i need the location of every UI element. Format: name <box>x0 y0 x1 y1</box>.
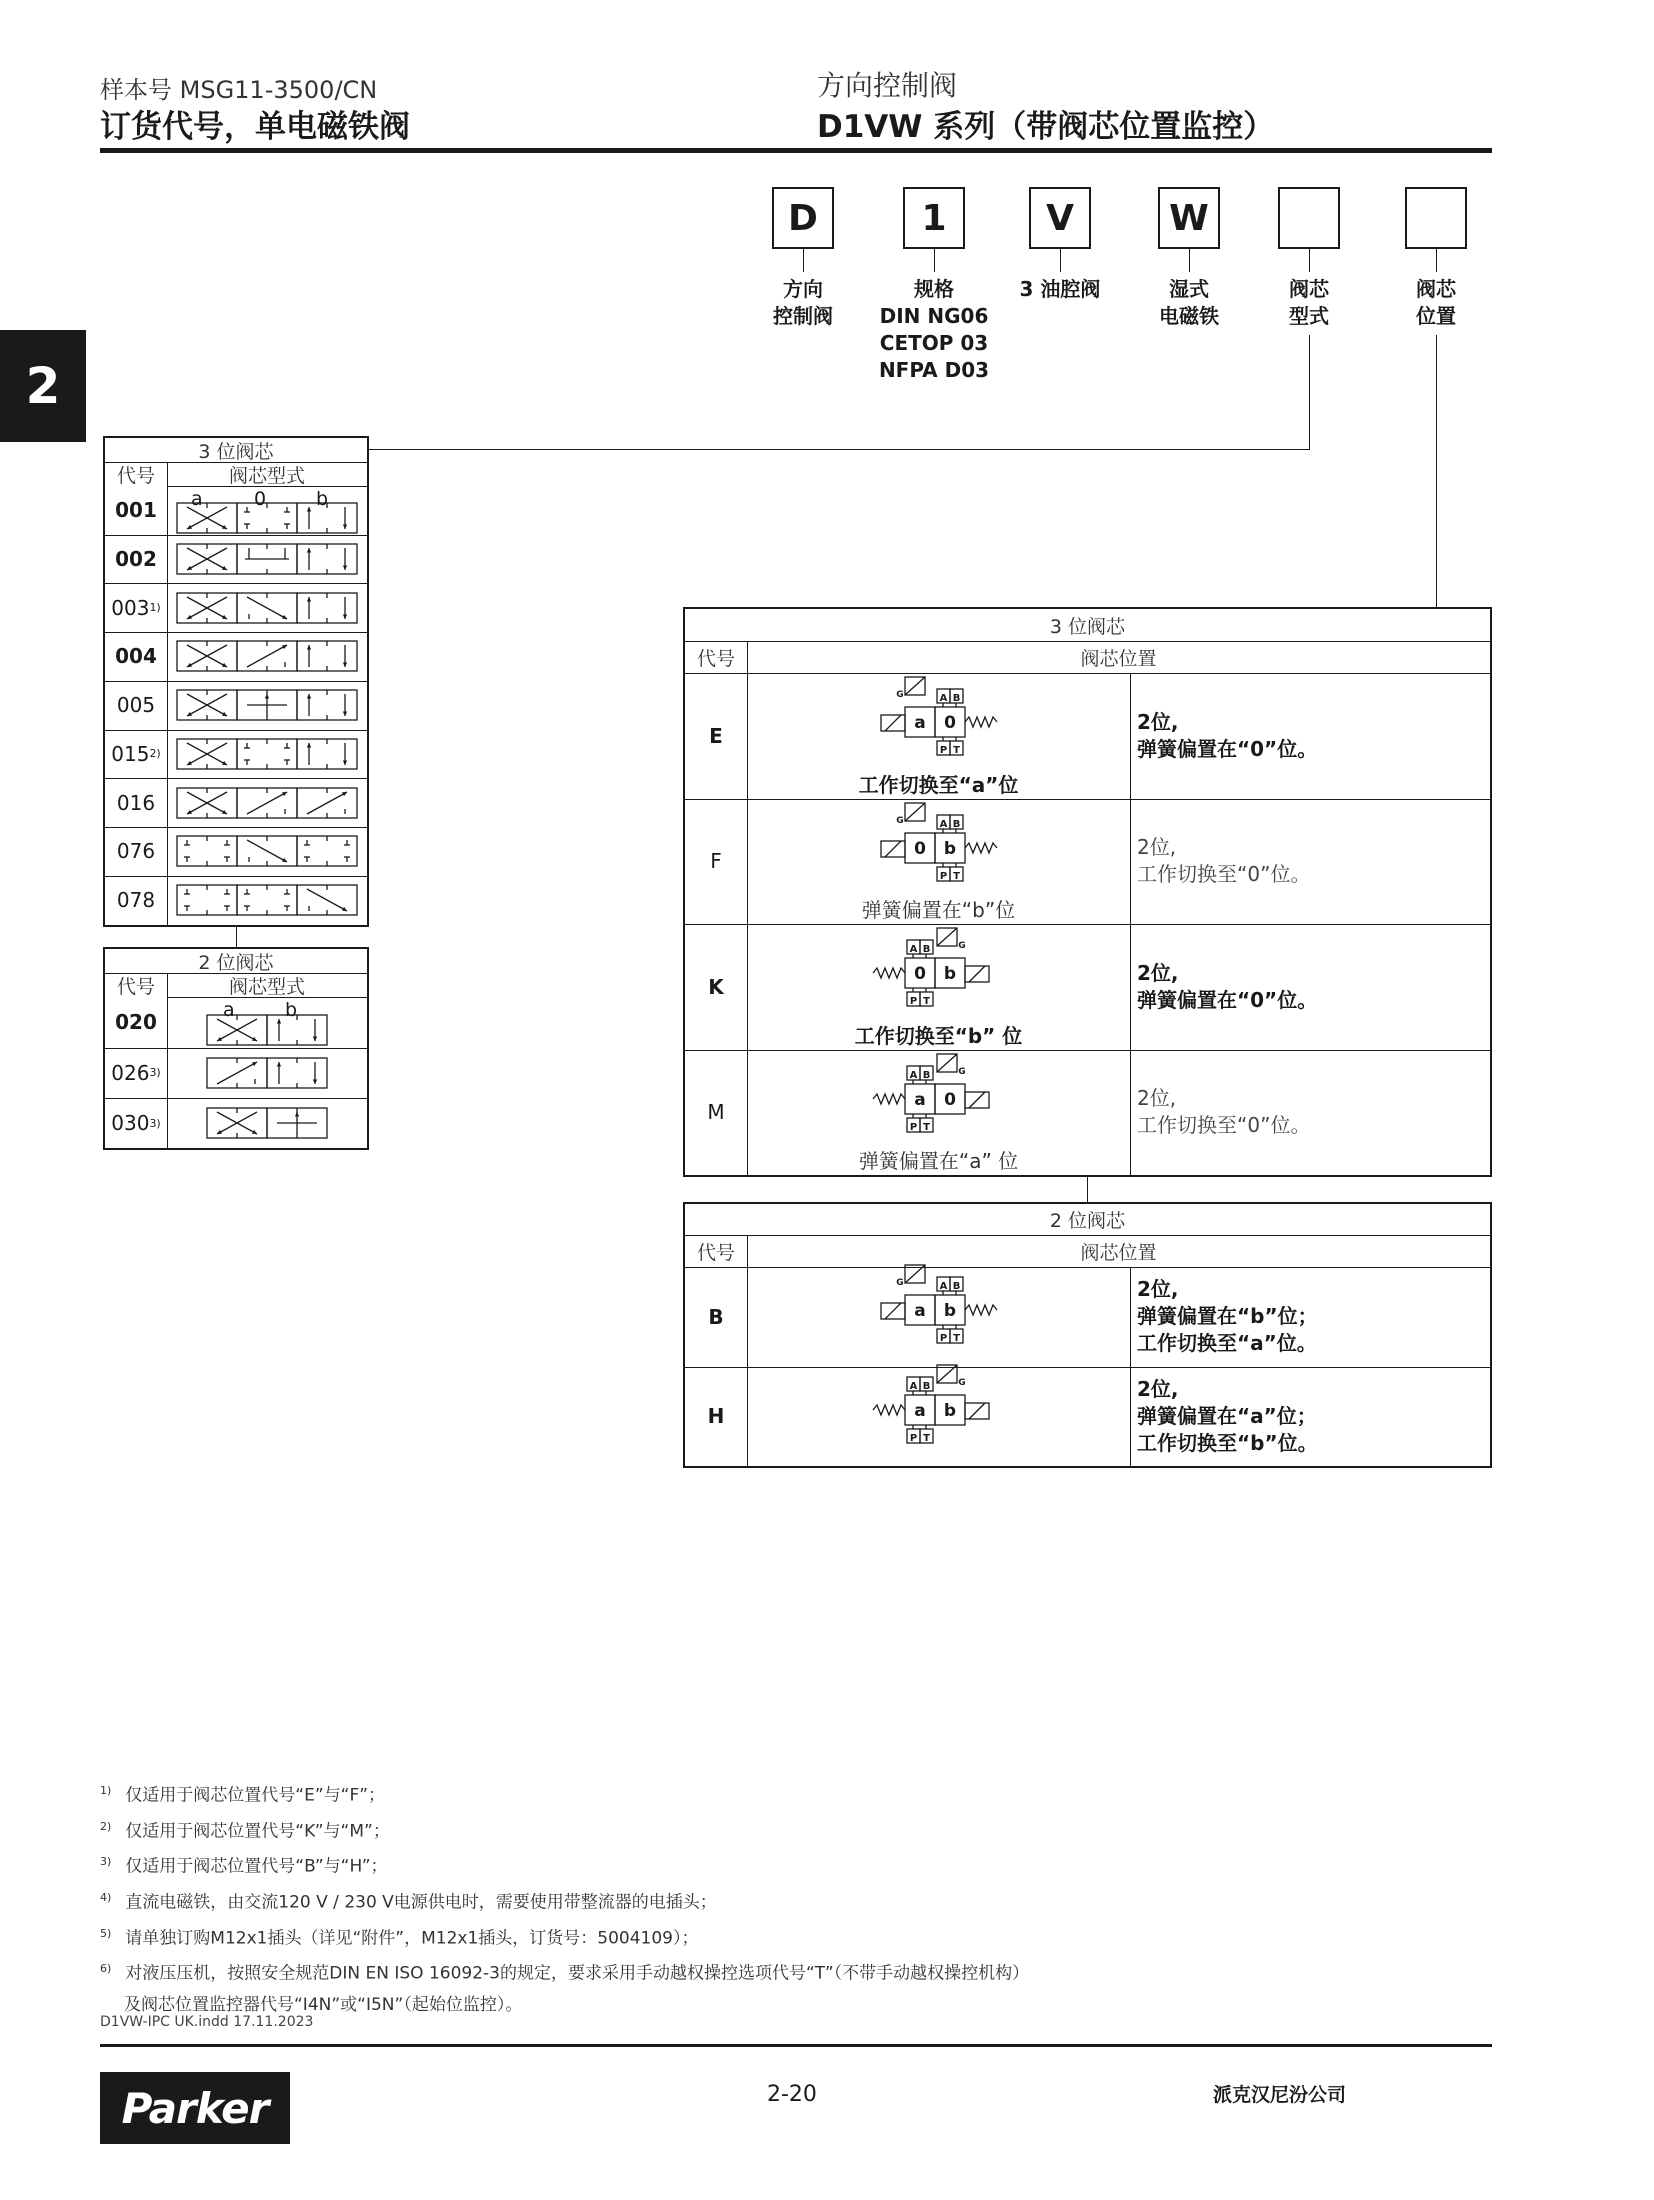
port-p-label: P <box>939 870 948 882</box>
sensor-diagonal <box>905 803 925 821</box>
port-b-label: B <box>922 1380 931 1392</box>
port-a-label: A <box>909 944 918 955</box>
pos-label-0: 0 <box>254 488 267 510</box>
spring-icon <box>873 1405 905 1415</box>
description-line: 2位, <box>1137 960 1179 985</box>
port-p-label: P <box>909 996 918 1007</box>
description-line: 2位, <box>1137 1086 1177 1111</box>
flow-arrow-head <box>343 525 347 530</box>
port-b-label: B <box>952 1281 961 1292</box>
port-t-label: T <box>953 870 960 882</box>
spool2-code-020: 020 <box>115 1010 157 1035</box>
position-letter: 0 <box>944 713 956 733</box>
pos-label-b: b <box>316 488 329 510</box>
port-a-label: A <box>939 818 948 830</box>
port-t-label: T <box>923 996 930 1007</box>
pos2-col-code: 代号 <box>696 1241 735 1264</box>
pos3-symbol-F <box>865 801 1015 891</box>
pos3-description-F <box>1137 834 1482 888</box>
spring-icon <box>873 968 905 978</box>
spool2-symbol-030 <box>203 1105 331 1141</box>
port-b-label: B <box>952 818 961 830</box>
pos3-symbol-M <box>865 1052 1015 1142</box>
flow-arrow-head <box>307 743 311 748</box>
position-letter: a <box>914 1400 926 1421</box>
port-p-label: P <box>939 745 948 756</box>
code-box-4: W <box>1158 187 1220 249</box>
description-line: 工作切换至“a”位。 <box>1137 1331 1317 1356</box>
spool2-code-030: 030 3) <box>111 1111 161 1136</box>
description-line: 2位, <box>1137 709 1179 734</box>
port-b-label: B <box>952 693 961 704</box>
spool3-col-code: 代号 <box>116 464 155 487</box>
code-box-2: 1 <box>903 187 965 249</box>
footnote-text: 请单独订购M12x1插头（详见“附件”，M12x1插头，订货号：5004109）； <box>125 1928 699 1949</box>
footnote-text: 对液压压机，按照安全规范DIN EN ISO 16092-3的规定，要求采用手动越权操控选项代号“T”（不带手动越权操控机构） <box>125 1963 1030 1984</box>
flow-arrow-head <box>277 1062 281 1067</box>
flow-arrow-head <box>265 694 269 699</box>
description-line: 弹簧偏置在“a”位； <box>1137 1403 1317 1428</box>
pos3-description-M <box>1137 1085 1482 1139</box>
pos2-label-b: b <box>285 999 298 1021</box>
port-t-label: T <box>923 1432 930 1444</box>
description-line: 2位, <box>1137 1277 1179 1302</box>
port-p-label: P <box>909 1121 918 1133</box>
catalog-number: 样本号 MSG11-3500/CN <box>100 76 378 104</box>
spool3-symbol-003 <box>173 590 361 626</box>
spool2-col-type: 阀芯型式 <box>228 975 305 998</box>
pos2-title: 2 位阀芯 <box>1049 1210 1126 1232</box>
spool3-table <box>103 436 369 927</box>
spool2-title: 2 位阀芯 <box>198 951 274 974</box>
footnote-ref: 3) <box>149 1116 161 1130</box>
file-stamp: D1VW-IPC UK.indd 17.11.2023 <box>100 2014 314 2030</box>
spool2-symbol-020 <box>203 1012 331 1048</box>
footnote-number: 5) <box>100 1926 112 1940</box>
label-size: 规格 DIN NG06 CETOP 03 NFPA D03 <box>878 277 990 382</box>
company-name: 派克汉尼汾公司 <box>1213 2084 1347 2106</box>
code-box-3: V <box>1029 187 1091 249</box>
flow-arrow-head <box>295 1112 299 1117</box>
pos3-code-F: F <box>710 849 722 874</box>
flow-arrow-head <box>343 760 347 765</box>
port-a-label: A <box>909 1380 918 1392</box>
position-letter: 0 <box>914 964 926 984</box>
pos2-symbol-H <box>865 1363 1015 1453</box>
sensor-diagonal <box>905 677 925 695</box>
position-letter: b <box>943 964 957 984</box>
pos2-col-position: 阀芯位置 <box>1080 1241 1157 1264</box>
spool3-code-005: 005 <box>116 693 156 718</box>
position-letter: 0 <box>914 838 926 859</box>
flow-arrow-head <box>307 645 311 650</box>
footnote <box>100 1779 1400 1808</box>
description-line: 弹簧偏置在“b”位； <box>1137 1304 1318 1329</box>
pos2-description-H <box>1137 1376 1482 1457</box>
spring-icon <box>965 843 997 853</box>
pos3-symbol-E <box>865 675 1015 765</box>
footnote-ref: 3) <box>149 1066 161 1080</box>
description-line: 弹簧偏置在“0”位。 <box>1137 736 1318 761</box>
footnote-ref: 1) <box>149 601 161 615</box>
sensor-g-label: G <box>896 690 904 700</box>
footnote-number: 3) <box>100 1855 112 1869</box>
connector-spool-position <box>1436 335 1437 607</box>
footer-rule <box>100 2044 1492 2047</box>
spool3-col-type: 阀芯型式 <box>228 464 305 487</box>
flow-arrow-head <box>307 597 311 602</box>
spool3-code-076: 076 <box>116 839 156 864</box>
code-box-1: D <box>772 187 834 249</box>
pos-label-a: a <box>191 488 203 510</box>
pos3-caption-F: 弹簧偏置在“b”位 <box>861 898 1016 922</box>
port-t-label: T <box>953 1333 960 1344</box>
pos2-label-a: a <box>223 999 235 1021</box>
page-title-left: 订货代号，单电磁铁阀 <box>100 109 410 145</box>
spool3-symbol-005 <box>173 687 361 723</box>
spool2-col-code: 代号 <box>116 975 155 998</box>
footnotes <box>100 1779 1400 2024</box>
position-letter: 0 <box>944 1089 956 1110</box>
flow-arrow-head <box>307 694 311 699</box>
flow-arrow-line <box>307 792 347 814</box>
solenoid-diagonal <box>969 966 985 982</box>
spool3-symbol-015 <box>173 736 361 772</box>
position-letter: a <box>914 1089 926 1110</box>
spring-icon <box>873 1094 905 1104</box>
footnote <box>100 1815 1400 1844</box>
spring-icon <box>965 1305 997 1315</box>
description-line: 2位, <box>1137 1376 1179 1401</box>
spool3-code-078: 078 <box>116 887 156 912</box>
sensor-g-label: G <box>896 1278 904 1288</box>
port-t-label: T <box>953 745 960 756</box>
flow-arrow-head <box>343 566 347 571</box>
header-rule <box>100 148 1492 153</box>
spool3-code-003: 003 1) <box>111 595 161 620</box>
solenoid-diagonal <box>885 715 901 731</box>
spool3-symbol-002 <box>173 541 361 577</box>
solenoid-diagonal <box>969 1092 985 1108</box>
port-p-label: P <box>939 1333 948 1344</box>
flow-arrow-line <box>247 792 287 814</box>
label-ports: 3 油腔阀 <box>1019 277 1101 301</box>
spool2-symbol-026 <box>203 1055 331 1091</box>
sensor-g-label: G <box>896 815 904 826</box>
footnote-number: 4) <box>100 1890 112 1904</box>
pos3-table <box>683 607 1492 1177</box>
flow-arrow-head <box>313 1037 317 1042</box>
label-wet-solenoid: 湿式 电磁铁 <box>1159 277 1219 328</box>
solenoid-diagonal <box>969 1403 985 1419</box>
flow-arrow-head <box>277 1019 281 1024</box>
solenoid-diagonal <box>885 1303 901 1319</box>
pos3-caption-M: 弹簧偏置在“a” 位 <box>858 1149 1019 1173</box>
code-box-spool-position <box>1405 187 1467 249</box>
flow-arrow-line <box>307 889 347 911</box>
pos3-col-code: 代号 <box>696 647 735 670</box>
pos3-title: 3 位阀芯 <box>1049 615 1126 638</box>
sensor-g-label: G <box>958 941 966 951</box>
sensor-g-label: G <box>958 1066 966 1077</box>
label-spool-position: 阀芯 位置 <box>1416 277 1456 328</box>
footnote-text: 仅适用于阀芯位置代号“E”与“F”； <box>125 1785 386 1806</box>
flow-arrow-head <box>343 712 347 717</box>
spring-icon <box>965 717 997 727</box>
position-letter: b <box>943 838 957 859</box>
footnote <box>100 1922 1400 1951</box>
pos3-description-K <box>1137 960 1482 1014</box>
pos2-description-B <box>1137 1276 1482 1357</box>
pos2-table <box>683 1202 1492 1468</box>
spool2-table <box>103 947 369 1150</box>
pos3-code-K: K <box>708 974 724 999</box>
port-b-label: B <box>922 944 931 955</box>
footnote-text: 直流电磁铁，由交流120 V / 230 V电源供电时，需要使用带整流器的电插头； <box>125 1892 717 1913</box>
flow-arrow-head <box>307 507 311 512</box>
solenoid-diagonal <box>885 841 901 857</box>
footnote-text: 仅适用于阀芯位置代号“K”与“M”； <box>125 1821 390 1842</box>
page-title-right: D1VW 系列（带阀芯位置监控） <box>817 109 1275 145</box>
flow-arrow-head <box>343 614 347 619</box>
position-letter: b <box>943 1400 957 1421</box>
chapter-tab: 2 <box>0 330 86 442</box>
connector-spool-type <box>1309 335 1310 450</box>
pos2-symbol-B <box>865 1263 1015 1353</box>
section-subtitle: 方向控制阀 <box>817 69 958 102</box>
sensor-g-label: G <box>958 1377 966 1388</box>
spool3-code-004: 004 <box>115 644 157 669</box>
pos3-description-E <box>1137 709 1482 763</box>
pos2-code-B: B <box>708 1304 724 1329</box>
description-line: 工作切换至“b”位。 <box>1137 1430 1318 1455</box>
spool2-code-026: 026 3) <box>111 1060 161 1085</box>
description-line: 2位, <box>1137 835 1177 860</box>
label-spool-type: 阀芯 型式 <box>1289 277 1329 328</box>
pos3-caption-K: 工作切换至“b” 位 <box>854 1023 1023 1048</box>
port-t-label: T <box>923 1121 930 1133</box>
flow-arrow-head <box>307 548 311 553</box>
port-a-label: A <box>939 1281 948 1292</box>
spool3-code-002: 002 <box>115 547 157 572</box>
spool3-symbol-076 <box>173 833 361 869</box>
footnote-number: 1) <box>100 1784 112 1797</box>
port-b-label: B <box>922 1069 931 1081</box>
sensor-diagonal <box>937 928 957 946</box>
description-line: 弹簧偏置在“0”位。 <box>1137 987 1318 1012</box>
spool3-code-015: 015 2) <box>111 741 161 766</box>
sensor-diagonal <box>937 1365 957 1383</box>
footnote <box>100 1850 1400 1879</box>
spool3-title: 3 位阀芯 <box>198 440 274 463</box>
position-letter: a <box>914 1301 926 1321</box>
footnote <box>100 1886 1400 1915</box>
flow-arrow-line <box>217 1062 257 1084</box>
pos3-symbol-K <box>865 926 1015 1016</box>
description-line: 工作切换至“0”位。 <box>1137 862 1311 887</box>
spool3-code-001: 001 <box>115 498 157 523</box>
flow-arrow-head <box>343 663 347 668</box>
spool3-code-016: 016 <box>116 790 156 815</box>
port-a-label: A <box>939 693 948 704</box>
footnote-number: 2) <box>100 1819 112 1833</box>
flow-arrow-head <box>313 1079 317 1084</box>
code-box-spool-type <box>1278 187 1340 249</box>
flow-arrow-line <box>247 597 287 619</box>
position-letter: a <box>914 713 926 733</box>
parker-logo: Parker <box>100 2072 290 2144</box>
pos3-caption-E: 工作切换至“a”位 <box>858 772 1019 797</box>
page-number: 2-20 <box>767 2082 817 2107</box>
spool3-symbol-078 <box>173 882 361 918</box>
flow-arrow-line <box>247 840 287 862</box>
spool3-symbol-001 <box>173 500 361 536</box>
spool3-symbol-004 <box>173 638 361 674</box>
port-a-label: A <box>909 1069 918 1081</box>
port-p-label: P <box>909 1432 918 1444</box>
pos3-col-position: 阀芯位置 <box>1080 647 1157 670</box>
description-line: 工作切换至“0”位。 <box>1137 1113 1311 1138</box>
spool3-symbol-016 <box>173 785 361 821</box>
position-letter: b <box>943 1301 957 1321</box>
pos3-code-M: M <box>707 1100 725 1125</box>
footnote-number: 6) <box>100 1962 112 1976</box>
footnote-text: 仅适用于阀芯位置代号“B”与“H”； <box>125 1856 388 1877</box>
pos3-code-E: E <box>709 723 723 748</box>
sensor-diagonal <box>905 1265 925 1283</box>
pos2-code-H: H <box>707 1404 725 1429</box>
footnote <box>100 1957 1400 1986</box>
flow-arrow-line <box>247 645 287 667</box>
footnote-ref: 2) <box>149 747 161 761</box>
sensor-diagonal <box>937 1054 957 1072</box>
footnote-text: 及阀芯位置监控器代号“I4N”或“I5N”（起始位监控）。 <box>124 1994 523 2015</box>
label-directional-valve: 方向 控制阀 <box>773 277 833 328</box>
